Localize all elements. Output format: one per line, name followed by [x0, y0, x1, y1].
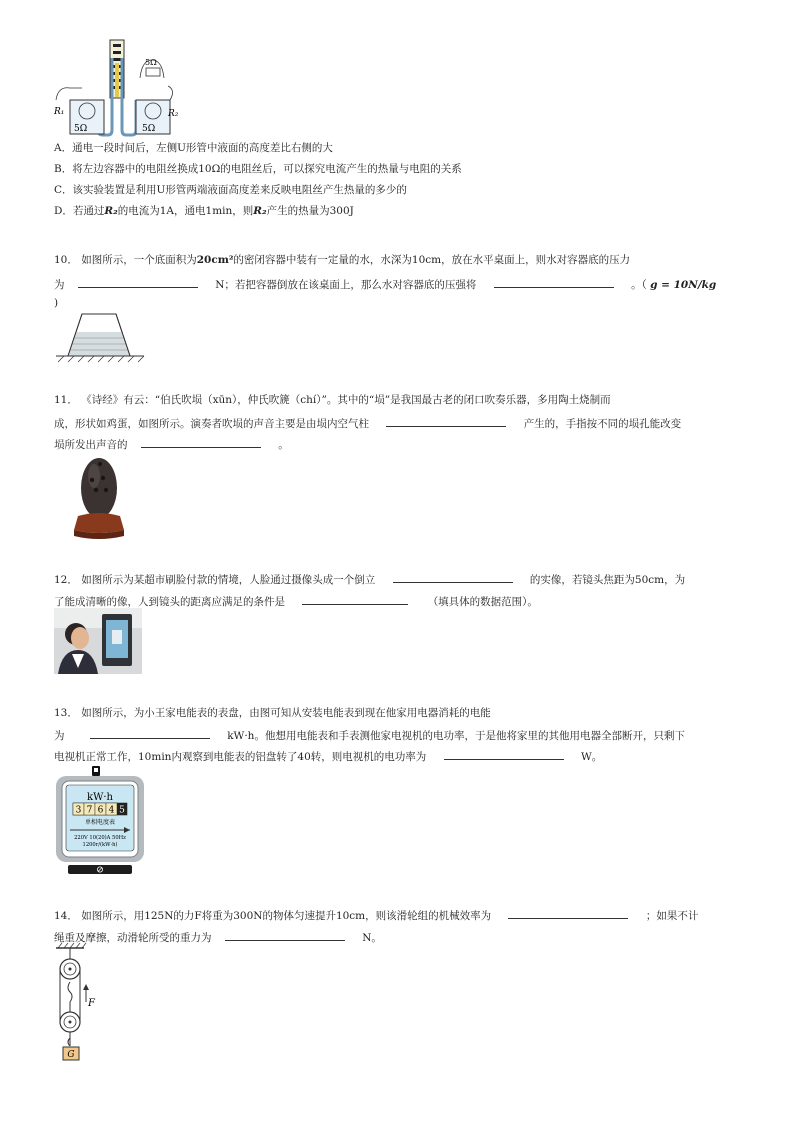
q10-blank-2[interactable] — [494, 276, 614, 288]
q13-text-a: 为 — [54, 730, 65, 742]
q9-right-res-label: 5Ω — [142, 124, 156, 134]
q13-meter-digit-4: 4 — [108, 805, 115, 816]
q9-option-a: A．通电一段时间后，左侧U形管中液面的高度差比右侧的大 — [54, 142, 333, 154]
q12-text-a: 12． 如图所示为某超市刷脸付款的情境，人脸通过摄像头成一个倒立 — [54, 574, 376, 586]
q11-text-c: 埙所发出声音的 — [54, 439, 128, 451]
q10-line2 — [54, 276, 716, 292]
q9-left-res-label: 5Ω — [74, 124, 88, 134]
q11-line2 — [54, 415, 681, 431]
q13-meter-name: 单相电度表 — [84, 819, 116, 826]
q10-line3: ) — [54, 297, 59, 309]
q9-option-d-symbol2: R₂ — [253, 205, 267, 217]
q13-meter-digit-3: 6 — [97, 805, 104, 816]
q11-blank-1[interactable] — [386, 415, 506, 427]
q11-text-a: 成，形状如鸡蛋，如图所示。演奏者吹埙的声音主要是由埙内空气柱 — [54, 418, 369, 430]
q11-line1: 11． 《诗经》有云：“伯氏吹埙（xūn），仲氏吹篪（chí）”。其中的“埙”是我国最古老的闭口吹奏乐器，多用陶土烧制而 — [54, 394, 611, 406]
q10-text-c: 为 — [54, 279, 65, 291]
q14-text-d: N。 — [362, 932, 382, 944]
q10-text-b: 的密闭容器中装有一定量的水，水深为10cm，放在水平桌面上，则水对容器底的压力 — [233, 254, 631, 266]
q12-face-pay-photo — [54, 608, 142, 674]
q9-top-res-label: 5Ω — [145, 58, 157, 67]
q14-text-a: 14． 如图所示，用125N的力F将重为300N的物体匀速提升10cm，则该滑轮组的机械效率为 — [54, 910, 492, 922]
q13-line1: 13． 如图所示，为小王家电能表的表盘，由图可知从安装电能表到现在他家用电器消耗的电能 — [54, 707, 491, 719]
q14-blank-2[interactable] — [225, 929, 345, 941]
q11-xun-image — [70, 450, 128, 540]
q9-figure — [52, 38, 182, 138]
q10-g-value: g = 10N/kg — [650, 279, 717, 291]
q13-meter-digit-5: 5 — [119, 805, 125, 816]
q9-option-d-pre: D．若通过 — [54, 205, 105, 217]
q12-blank-1[interactable] — [393, 571, 513, 583]
q10-text-d: N；若把容器倒放在该桌面上，那么水对容器底的压强将 — [215, 279, 477, 291]
q12-line1 — [54, 571, 685, 587]
q13-meter-digit-1: 3 — [75, 805, 82, 816]
q13-meter-spec1: 220V 10(20)A 50Hz — [74, 835, 126, 841]
q13-text-c: 电视机正常工作，10min内观察到电能表的铝盘转了40转，则电视机的电功率为 — [54, 751, 427, 763]
q14-text-b: ；如果不计 — [645, 910, 699, 922]
q10-blank-1[interactable] — [78, 276, 198, 288]
q13-meter-figure — [54, 764, 146, 876]
q13-meter-spec2: 1200r/(kW·h) — [82, 842, 118, 848]
q10-text-a: 10． 如图所示，一个底面积为 — [54, 254, 197, 266]
q14-text-c: 绳重及摩擦，动滑轮所受的重力为 — [54, 932, 212, 944]
q11-text-d: 。 — [278, 439, 289, 451]
q14-blank-1[interactable] — [508, 907, 628, 919]
q11-blank-2[interactable] — [141, 436, 261, 448]
q13-line2 — [54, 727, 685, 743]
q14-line1 — [54, 907, 698, 923]
q13-line3 — [54, 748, 602, 764]
q12-blank-2[interactable] — [302, 593, 408, 605]
q9-option-d-mid: 的电流为1A，通电1min，则 — [117, 205, 254, 217]
q12-text-d: （填具体的数据范围）。 — [427, 596, 538, 608]
q13-meter-digit-2: 7 — [86, 805, 93, 816]
q14-weight-label: G — [67, 1050, 75, 1060]
q9-option-b: B．将左边容器中的电阻丝换成10Ω的电阻丝后，可以探究电流产生的热量与电阻的关系 — [54, 163, 462, 175]
q13-text-d: W。 — [581, 751, 603, 763]
q14-force-label: F — [88, 998, 95, 1009]
q12-text-c: 了能成清晰的像，人到镜头的距离应满足的条件是 — [54, 596, 285, 608]
q14-pulley-figure — [54, 942, 104, 1064]
q13-meter-unit: kW·h — [87, 792, 113, 803]
q9-option-d-post: 产生的热量为300J — [266, 205, 354, 217]
q11-text-b: 产生的，手指按不同的埙孔能改变 — [523, 418, 682, 430]
q10-figure — [54, 308, 146, 364]
q13-blank-1[interactable] — [90, 727, 210, 739]
q12-line2 — [54, 593, 538, 609]
q9-option-d — [54, 204, 354, 218]
q13-blank-2[interactable] — [444, 748, 564, 760]
q9-option-d-symbol: R₂ — [104, 205, 118, 217]
q10-area: 20cm² — [196, 254, 234, 266]
q10-text-e: 。（ — [631, 279, 647, 291]
q12-text-b: 的实像，若镜头焦距为50cm，为 — [529, 574, 686, 586]
q13-text-b: kW·h。他想用电能表和手表测他家电视机的电功率，于是他将家里的其他用电器全部断开，只剩下 — [227, 730, 685, 742]
q10-line1 — [54, 253, 630, 267]
q9-option-c: C．该实验装置是利用U形管两端液面高度差来反映电阻丝产生热量的多少的 — [54, 184, 407, 196]
q9-r2-label: R₂ — [168, 109, 179, 119]
q9-r1-label: R₁ — [54, 107, 65, 117]
